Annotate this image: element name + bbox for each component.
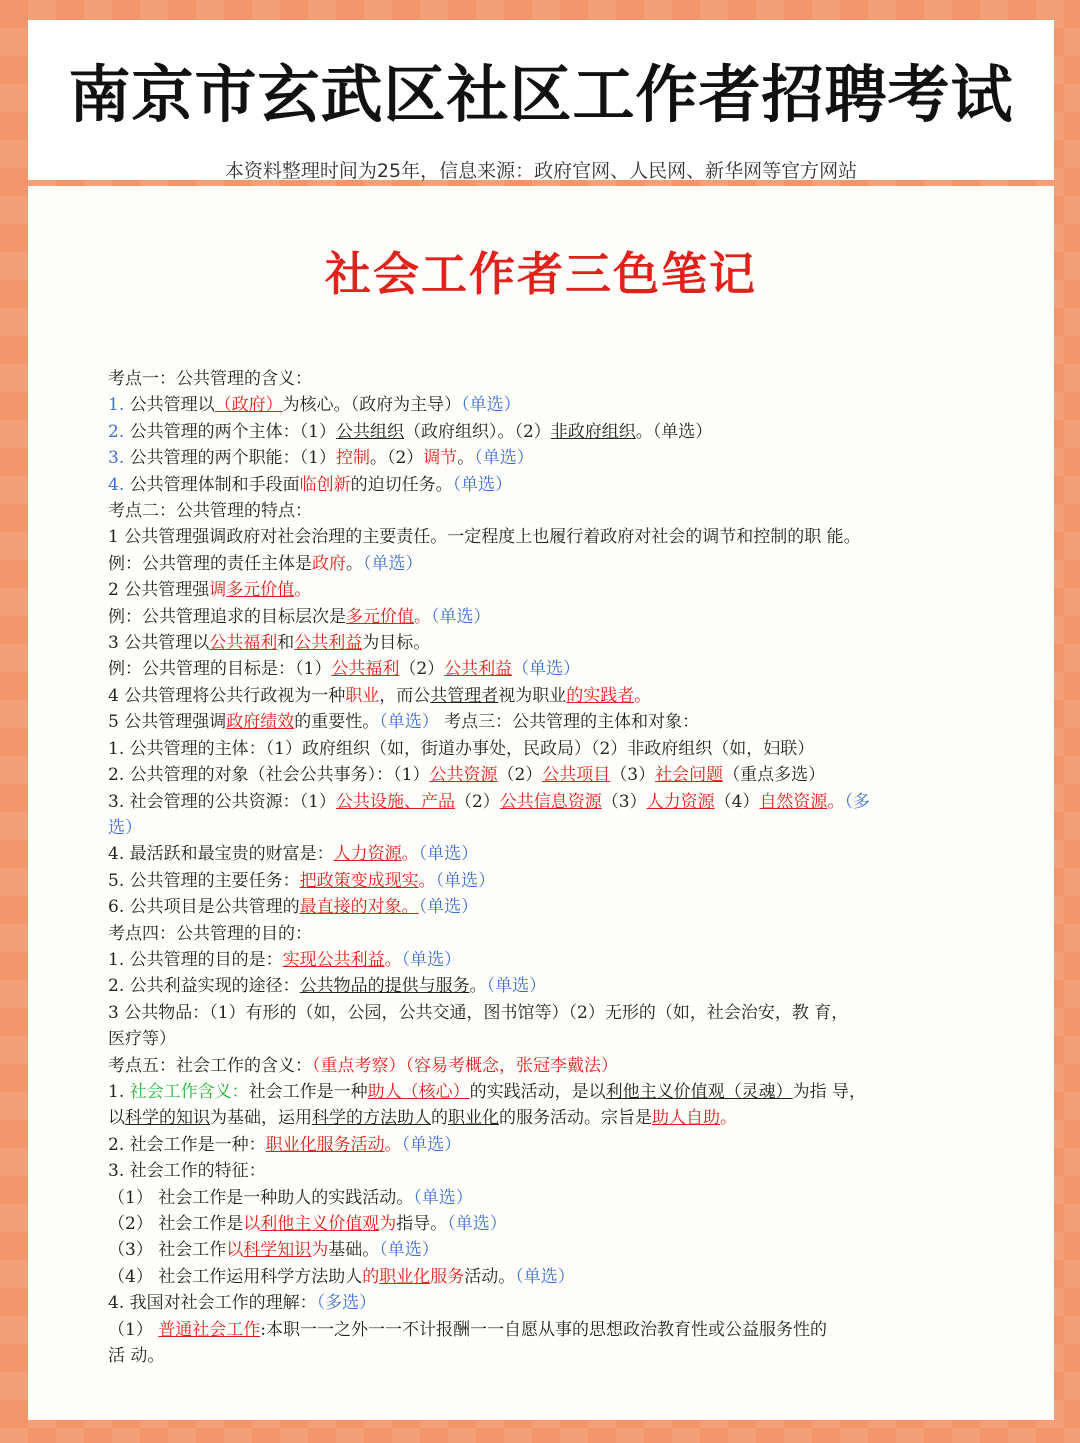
text-line xyxy=(108,630,988,656)
text-run: （单选） xyxy=(401,1134,462,1155)
text-run: 1. xyxy=(108,1081,130,1102)
text-run: 为指 导， xyxy=(792,1081,867,1102)
page-subtitle: 本资料整理时间为25年，信息来源：政府官网、人民网、新华网等官方网站 xyxy=(224,160,858,182)
text-run: （单选） xyxy=(379,712,439,733)
text-line xyxy=(108,973,988,999)
text-line xyxy=(108,1053,988,1079)
text-run: 多元价值 xyxy=(226,580,295,601)
text-run: 基础。 xyxy=(328,1240,380,1261)
text-run: （单选） xyxy=(431,606,491,627)
text-run: 公共利益 xyxy=(444,659,513,680)
text-line xyxy=(108,1211,988,1237)
text-run: 的 xyxy=(362,1266,380,1287)
text-run: 考点一：公共管理的含义： xyxy=(108,369,312,389)
text-run: （单选） xyxy=(401,949,462,970)
text-run: 公共利益 xyxy=(294,633,363,654)
text-run: （3） 社会工作 xyxy=(108,1240,227,1261)
text-run: （1） 社会工作是一种助人的实践活动。 xyxy=(108,1187,414,1208)
text-line xyxy=(108,1237,988,1263)
text-run: 的服务活动。宗旨是 xyxy=(499,1108,652,1129)
text-run: 职业 xyxy=(345,685,380,706)
text-run: （单选） xyxy=(418,844,479,865)
text-line xyxy=(108,604,988,630)
text-line xyxy=(108,1000,988,1026)
text-run: 控制 xyxy=(335,448,370,469)
text-run: （多 xyxy=(844,791,870,812)
text-run: 职业化 xyxy=(379,1266,431,1287)
text-run: （单选） xyxy=(461,395,521,416)
text-run: 2 公共管理强 xyxy=(108,580,210,601)
text-run: 和 xyxy=(277,633,295,654)
text-run: 调节 xyxy=(423,448,458,469)
text-run: 3. xyxy=(108,448,125,469)
text-run: 公共管理的两个主体：（1） xyxy=(124,421,336,442)
text-run: 。（单选） xyxy=(635,421,713,442)
text-line xyxy=(108,1317,988,1343)
document-page xyxy=(28,186,1054,1420)
text-line xyxy=(108,524,988,550)
text-line xyxy=(108,894,988,920)
text-run: 指导。 xyxy=(396,1214,448,1234)
text-line xyxy=(108,762,988,788)
text-run: 4. xyxy=(108,474,125,495)
text-line xyxy=(108,551,988,577)
text-run: 。 xyxy=(346,553,363,574)
text-run: 为基础，运用 xyxy=(210,1108,312,1129)
text-line xyxy=(108,366,988,392)
text-run: 选） xyxy=(108,817,142,838)
text-run: 科学的方法助人 xyxy=(312,1108,431,1129)
text-line xyxy=(108,1343,988,1369)
text-run: 以 xyxy=(243,1214,261,1234)
document-body xyxy=(108,366,988,1369)
text-run: （单选） xyxy=(379,1240,439,1261)
text-run: 例：公共管理的目标是：（1） xyxy=(108,659,332,680)
text-line xyxy=(108,1185,988,1211)
text-run: 以 xyxy=(226,1240,244,1261)
text-run: 社会工作含义： xyxy=(129,1081,249,1102)
text-run: 公共管理体制和手段面 xyxy=(124,474,300,495)
text-run: （1） xyxy=(108,1319,159,1340)
text-run: 的实践者 xyxy=(566,685,635,706)
text-run: 自然资源 xyxy=(759,791,828,812)
text-run: 4 公共管理将公共行政视为一种 xyxy=(108,685,346,706)
text-run: 6. 公共项目是公共管理的 xyxy=(108,897,300,918)
text-run: 例：公共管理的责任主体是 xyxy=(108,553,312,574)
text-line xyxy=(108,419,988,445)
text-run: 职业化服务活动 xyxy=(265,1134,385,1155)
text-line xyxy=(108,1105,988,1131)
text-run: 政府 xyxy=(312,553,346,574)
text-line xyxy=(108,815,988,841)
text-run: 。 xyxy=(384,1134,402,1155)
text-run: 1. xyxy=(108,395,125,416)
text-run: 公共物品的提供与服务 xyxy=(299,976,470,997)
text-run: 公共组织 xyxy=(335,421,404,442)
text-run: 的迫切任务。 xyxy=(350,474,453,495)
text-line xyxy=(108,947,988,973)
text-run: 。 xyxy=(384,949,402,970)
text-run: 考点四：公共管理的目的： xyxy=(108,923,312,944)
text-run: 助人自助 xyxy=(652,1108,720,1129)
text-run: 社会问题 xyxy=(655,765,724,786)
text-run: 为 xyxy=(311,1240,329,1261)
text-line xyxy=(108,841,988,867)
text-run: 5. 公共管理的主要任务： xyxy=(108,870,300,891)
text-run: 公共资源 xyxy=(429,765,498,786)
text-run: 。 xyxy=(457,448,475,469)
text-run: 实现公共利益 xyxy=(282,949,385,970)
text-run: 。 xyxy=(469,976,487,997)
text-run: 普通社会工作 xyxy=(158,1319,261,1340)
text-run: 人力资源 xyxy=(646,791,715,812)
text-run: （单选） xyxy=(413,1187,473,1208)
text-run: 。 xyxy=(401,844,419,865)
text-run: 活动。 xyxy=(464,1266,516,1287)
text-run: （3） xyxy=(601,791,647,812)
text-run: 3 公共物品：（1）有形的（如，公园，公共交通，图书馆等）（2）无形的（如，社会治安，教 育， xyxy=(108,1002,849,1023)
text-run: （单选） xyxy=(363,553,423,574)
text-run: 视为职业 xyxy=(498,685,567,706)
text-run: 1. 公共管理的主体：（1）政府组织（如，街道办事处，民政局）（2）非政府组织（如，妇联） xyxy=(108,738,815,759)
text-line xyxy=(108,656,988,682)
text-line xyxy=(108,868,988,894)
text-run: 公共管理的两个职能：（1） xyxy=(124,448,336,469)
text-line xyxy=(108,392,988,418)
text-run: 2. 公共管理的对象（社会公共事务）：（1） xyxy=(108,765,430,786)
text-run: （单选） xyxy=(452,474,513,495)
text-run: （单选） xyxy=(418,897,479,918)
text-run: （3） xyxy=(610,765,656,786)
text-run: 政府绩效 xyxy=(226,712,295,733)
text-run: 科学知识 xyxy=(243,1240,312,1261)
text-line xyxy=(108,445,988,471)
text-run: 科学的知识 xyxy=(125,1108,210,1129)
text-run: 把政策变成现实 xyxy=(299,870,419,891)
document-title: 社会工作者三色笔记 xyxy=(325,247,757,301)
text-run: 为核心。（政府为主导） xyxy=(282,395,462,416)
text-run: 的实践活动，是以 xyxy=(469,1081,606,1102)
text-line xyxy=(108,577,988,603)
text-run: （2） xyxy=(497,765,543,786)
text-run: 多元价值 xyxy=(346,606,414,627)
text-run: 4. 最活跃和最宝贵的财富是： xyxy=(108,844,334,865)
text-run: 最直接的对象。 xyxy=(299,897,419,918)
text-line xyxy=(108,789,988,815)
text-line xyxy=(108,1132,988,1158)
text-run: （重点考察）（容易考概念，张冠李戴法） xyxy=(312,1055,618,1076)
text-run: 5 公共管理强调 xyxy=(108,712,227,733)
text-run: 服务 xyxy=(430,1266,465,1287)
text-line xyxy=(108,1290,988,1316)
text-line xyxy=(108,1079,988,1105)
text-run: 3 公共管理以 xyxy=(108,633,210,654)
text-run: （单选） xyxy=(474,448,534,469)
text-line xyxy=(108,1158,988,1184)
text-run: 。（2） xyxy=(369,448,424,469)
text-run: 考点二：公共管理的特点： xyxy=(108,501,312,522)
text-run: 1 公共管理强调政府对社会治理的主要责任。一定程度上也履行着政府对社会的调节和控制的职 能。 xyxy=(108,527,861,548)
text-line xyxy=(108,709,988,735)
text-run: 。 xyxy=(294,580,312,601)
text-run: 助人（核心） xyxy=(367,1081,470,1102)
text-run: 2. 社会工作是一种： xyxy=(108,1134,266,1155)
text-run: 以 xyxy=(108,1108,125,1129)
text-run: 调 xyxy=(209,580,227,601)
text-run: 公共设施、产品 xyxy=(335,791,455,812)
text-run: 。 xyxy=(827,791,845,812)
text-run: 。 xyxy=(720,1108,737,1129)
text-run: 3. 社会工作的特征： xyxy=(108,1161,266,1182)
text-run: 公共信息资源 xyxy=(499,791,602,812)
text-run: 社会工作是一种 xyxy=(248,1081,368,1102)
text-run: 为目标。 xyxy=(362,633,431,654)
text-run: 。 xyxy=(414,606,431,627)
text-run: 共管理者 xyxy=(430,685,499,706)
text-run: （单选） xyxy=(447,1214,507,1234)
page-title: 南京市玄武区社区工作者招聘考试 xyxy=(68,58,1014,131)
text-run: （2） xyxy=(454,791,500,812)
text-line xyxy=(108,498,988,524)
text-run: 3. 社会管理的公共资源：（1） xyxy=(108,791,336,812)
text-run: 临创新 xyxy=(299,474,351,495)
text-run: 。 xyxy=(634,685,652,706)
text-run: （多选） xyxy=(316,1293,377,1314)
text-run: （2） 社会工作是 xyxy=(108,1214,244,1234)
text-run: （单选） xyxy=(512,659,581,680)
text-run: （重点多选） xyxy=(723,765,826,786)
text-run: 公共福利 xyxy=(331,659,400,680)
text-run: （单选） xyxy=(515,1266,575,1287)
text-run: 为 xyxy=(379,1214,397,1234)
text-run: 2. 公共利益实现的途径： xyxy=(108,976,300,997)
text-run: 公共福利 xyxy=(209,633,278,654)
text-run: （单选） xyxy=(435,870,496,891)
text-run: 例：公共管理追求的目标层次是 xyxy=(108,606,346,627)
text-line xyxy=(108,1264,988,1290)
text-run: 公共项目 xyxy=(542,765,611,786)
text-run: 4. 我国对社会工作的理解： xyxy=(108,1293,317,1314)
text-run: 活 动。 xyxy=(108,1346,165,1367)
text-run: 职业化 xyxy=(448,1108,499,1129)
text-line xyxy=(108,921,988,947)
text-run: 公共管理以 xyxy=(124,395,215,416)
text-line xyxy=(108,683,988,709)
text-run: （政府） xyxy=(214,395,283,416)
text-run: 考点五：社会工作的含义： xyxy=(108,1055,312,1076)
text-run: （2） xyxy=(399,659,445,680)
header-banner xyxy=(28,20,1054,180)
text-run: 的 xyxy=(431,1108,448,1129)
text-run: 利他主义价值观（灵魂） xyxy=(605,1081,793,1102)
text-run: （4） 社会工作运用科学方法助人 xyxy=(108,1266,363,1287)
text-run: 考点三：公共管理的主体和对象： xyxy=(438,712,700,733)
text-run: :本职一一之外一一不计报酬一一自愿从事的思想政治教育性或公益服务性的 xyxy=(260,1319,827,1340)
text-run: ，而公 xyxy=(379,685,431,706)
text-run: 2. xyxy=(108,421,125,442)
text-run: 非政府组织 xyxy=(550,421,636,442)
text-run: （单选） xyxy=(486,976,547,997)
text-run: 的重要性。 xyxy=(294,712,380,733)
text-line xyxy=(108,1026,988,1052)
text-run: （4） xyxy=(714,791,760,812)
text-run: （政府组织）。（2） xyxy=(403,421,551,442)
text-line xyxy=(108,736,988,762)
text-run: 利他主义价值观 xyxy=(260,1214,380,1234)
text-run: 人力资源 xyxy=(333,844,402,865)
text-run: 1. 公共管理的目的是： xyxy=(108,949,283,970)
text-run: 。 xyxy=(418,870,436,891)
text-line xyxy=(108,472,988,498)
text-run: 医疗等） xyxy=(108,1029,176,1050)
